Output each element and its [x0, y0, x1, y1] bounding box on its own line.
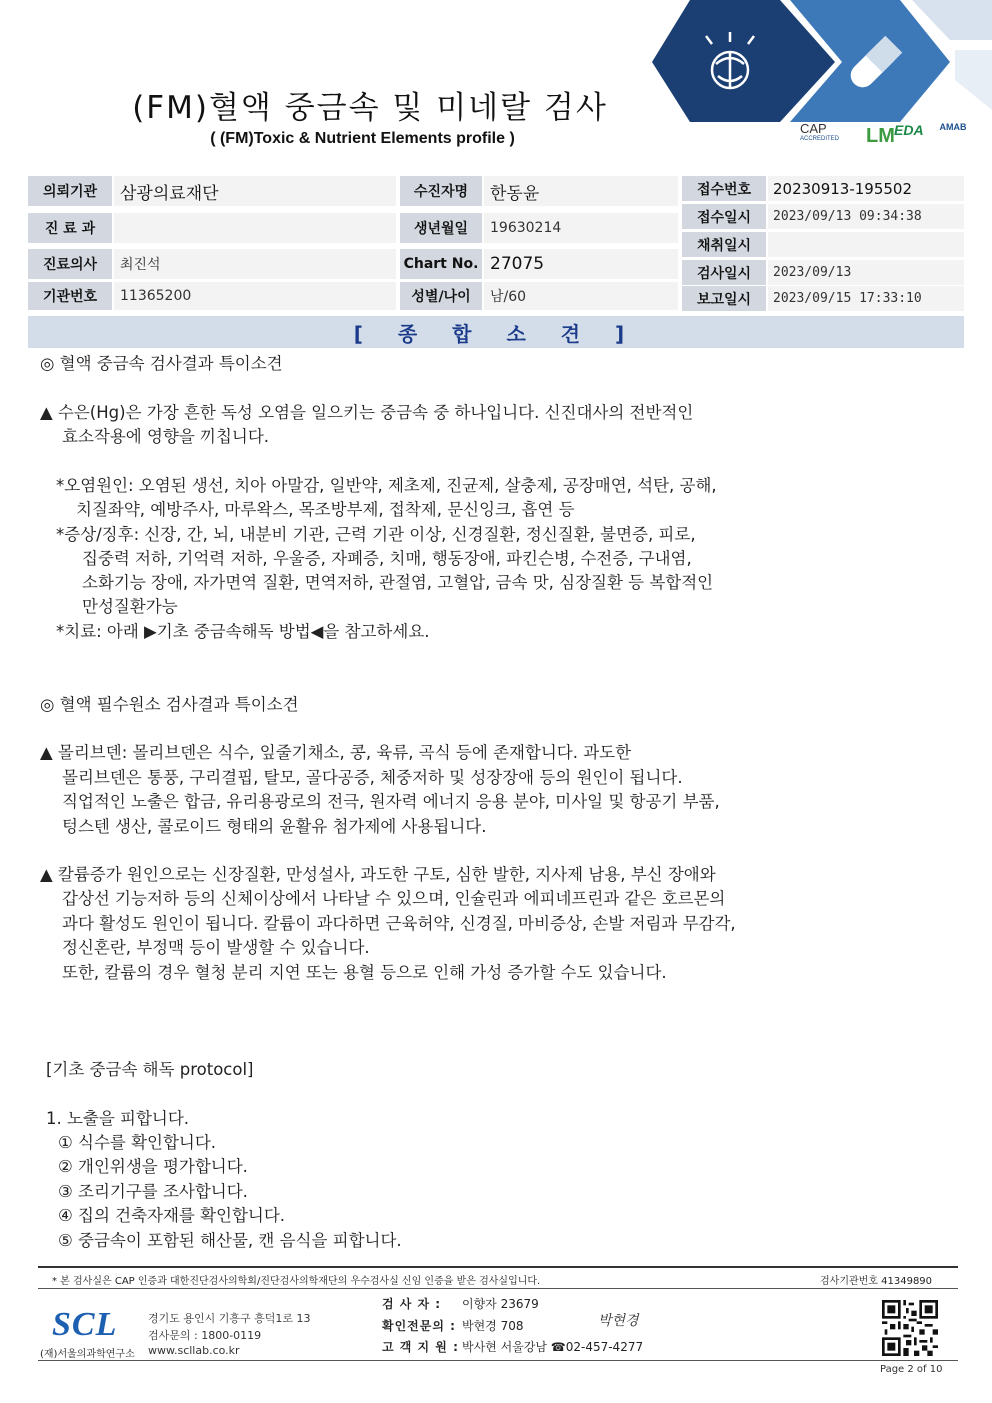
potassium-line-5: 또한, 칼륨의 경우 혈청 분리 지연 또는 용혈 등으로 인해 가성 증가할 수도 있습니다. [62, 963, 667, 982]
lm-logo: LM [866, 124, 895, 147]
symptom-line-2: 집중력 저하, 기억력 저하, 우울증, 자폐증, 치매, 행동장애, 파킨슨병, 수전증, 구내염, [82, 549, 692, 568]
sex-age-value: 남/60 [484, 282, 678, 310]
protocol-step-1a: ① 식수를 확인합니다. [58, 1133, 217, 1152]
summary-title: [ 종 합 소 견 ] [353, 321, 639, 346]
institution-label: 의뢰기관 [28, 176, 112, 206]
report-date-label: 보고일시 [682, 286, 766, 311]
recipient-label: 수진자명 [400, 176, 482, 206]
recipient-value: 한동윤 [484, 176, 678, 206]
symptom-line-4: 만성질환가능 [82, 597, 178, 616]
eda-logo: EDA [894, 122, 924, 138]
molybdenum-line-4: 텅스텐 생산, 콜로이드 형태의 윤활유 첨가제에 사용됩니다. [62, 817, 487, 836]
amab-logo: AMAB [939, 122, 967, 132]
molybdenum-line-3: 직업적인 노출은 합금, 유리용광로의 전극, 원자력 에너지 응용 분야, 미사일 및 항공기 부품, [62, 792, 720, 811]
department-label: 진 료 과 [28, 213, 112, 243]
cause-line-1: *오염원인: 오염된 생선, 치아 아말감, 일반약, 제초제, 진균제, 살충제, 공장매연, 석탄, 공해, [56, 476, 717, 495]
tester-row [382, 1295, 539, 1312]
receipt-no-label: 접수번호 [682, 176, 766, 201]
support-row [382, 1338, 643, 1355]
cap-accredited-logo: CAP ACCREDITED [800, 121, 840, 142]
treatment-line: *치료: 아래 ▶기초 중금속해독 방법◀을 참고하세요. [56, 622, 430, 641]
report-date-value: 2023/09/15 17:33:10 [768, 286, 964, 311]
page-title: (FM)혈액 중금속 및 미네랄 검사 [132, 90, 608, 126]
institution-value: 삼광의료재단 [114, 176, 396, 206]
protocol-step-1d: ④ 집의 건축자재를 확인합니다. [58, 1206, 286, 1225]
chart-no-value: 27075 [484, 249, 678, 279]
inst-no-value: 11365200 [114, 282, 396, 310]
chart-no-label: Chart No. [400, 249, 482, 279]
doctor-value: 최진석 [114, 249, 396, 279]
heavy-metal-heading: ◎ 혈액 중금속 검사결과 특이소견 [40, 354, 283, 373]
protocol-step-1b: ② 개인위생을 평가합니다. [58, 1157, 248, 1176]
receipt-no-value: 20230913-195502 [768, 176, 964, 201]
specialist-row [382, 1317, 524, 1334]
inst-no-label: 기관번호 [28, 282, 112, 310]
potassium-line-3: 과다 활성도 원인이 됩니다. 칼륨이 과다하면 근육허약, 신경질, 마비증상, 손발 저림과 무감각, [62, 914, 736, 933]
mercury-line-1: ▲ 수은(Hg)은 가장 흔한 독성 오염을 일으키는 중금속 중 하나입니다. 신진대사의 전반적인 [40, 403, 694, 422]
page-number: Page 2 of 10 [880, 1364, 943, 1375]
website-link[interactable]: www.scllab.co.kr [148, 1344, 240, 1357]
birth-value: 19630214 [484, 213, 678, 243]
molybdenum-line-1: ▲ 몰리브덴: 몰리브덴은 식수, 잎줄기채소, 콩, 육류, 곡식 등에 존재합니다. 과도한 [40, 743, 632, 762]
test-date-label: 검사일시 [682, 260, 766, 285]
support-label: 고 객 지 원 : [382, 1340, 459, 1354]
potassium-line-1: ▲ 칼륨증가 원인으로는 신장질환, 만성설사, 과도한 구토, 심한 발한, 지사제 남용, 부신 장애와 [40, 865, 716, 884]
specialist-signature: 박현경 [598, 1313, 639, 1329]
department-value [114, 213, 396, 243]
molybdenum-line-2: 몰리브덴은 통풍, 구리결핍, 탈모, 골다공증, 체중저하 및 성장장애 등의 원인이 됩니다. [62, 768, 683, 787]
symptom-line-3: 소화기능 장애, 자가면역 질환, 면역저하, 관절염, 고혈압, 금속 맛, 심장질환 등 복합적인 [82, 573, 714, 592]
company-name: (재)서울의과학연구소 [40, 1349, 135, 1360]
footer-divider-bottom [38, 1360, 958, 1361]
tester-label: 검 사 자 : [382, 1297, 442, 1311]
scl-logo: SCL [52, 1306, 118, 1343]
birth-label: 생년월일 [400, 213, 482, 243]
protocol-heading: [기초 중금속 해독 protocol] [46, 1060, 254, 1079]
collection-label: 채취일시 [682, 232, 766, 257]
footer-divider-mid [38, 1288, 958, 1289]
summary-title-bar [28, 316, 964, 348]
tester-value: 이향자 23679 [462, 1297, 539, 1311]
specialist-label: 확인전문의 : [382, 1319, 456, 1333]
registration-number: 검사기관번호 41349890 [820, 1276, 933, 1287]
page-subtitle: ( (FM)Toxic & Nutrient Elements profile ) [210, 130, 515, 147]
footer-divider-top [38, 1266, 958, 1268]
collection-value [768, 232, 964, 257]
mercury-line-2: 효소작용에 영향을 끼칩니다. [62, 427, 270, 446]
support-value: 박사현 서울강남 ☎02-457-4277 [462, 1340, 644, 1354]
potassium-line-2: 갑상선 기능저하 등의 신체이상에서 나타날 수 있으며, 인슐린과 에피네프린과 같은 호르몬의 [62, 889, 726, 908]
inquiry-phone: 검사문의 : 1800-0119 [148, 1329, 262, 1342]
certification-note: * 본 검사실은 CAP 인증과 대한진단검사의학회/진단검사의학재단의 우수검사실 신임 인증을 받은 검사실입니다. [52, 1276, 541, 1287]
protocol-step-1c: ③ 조리기구를 조사합니다. [58, 1182, 248, 1201]
qr-code-icon [882, 1300, 938, 1356]
essential-element-heading: ◎ 혈액 필수원소 검사결과 특이소견 [40, 695, 299, 714]
specialist-value: 박현경 708 [462, 1319, 524, 1333]
potassium-line-4: 정신혼란, 부정맥 등이 발생할 수 있습니다. [62, 938, 370, 957]
sex-age-label: 성별/나이 [400, 282, 482, 310]
receipt-date-label: 접수일시 [682, 204, 766, 229]
receipt-date-value: 2023/09/13 09:34:38 [768, 204, 964, 229]
company-address: 경기도 용인시 기흥구 흥덕1로 13 [148, 1312, 311, 1325]
protocol-step-1: 1. 노출을 피합니다. [46, 1109, 190, 1128]
symptom-line-1: *증상/징후: 신장, 간, 뇌, 내분비 기관, 근력 기관 이상, 신경질환, 정신질환, 불면증, 피로, [56, 525, 696, 544]
cause-line-2: 치질좌약, 예방주사, 마루왁스, 목조방부제, 접착제, 문신잉크, 흡연 등 [76, 500, 575, 519]
test-date-value: 2023/09/13 [768, 260, 964, 285]
doctor-label: 진료의사 [28, 249, 112, 279]
protocol-step-1e: ⑤ 중금속이 포함된 해산물, 캔 음식을 피합니다. [58, 1231, 402, 1250]
